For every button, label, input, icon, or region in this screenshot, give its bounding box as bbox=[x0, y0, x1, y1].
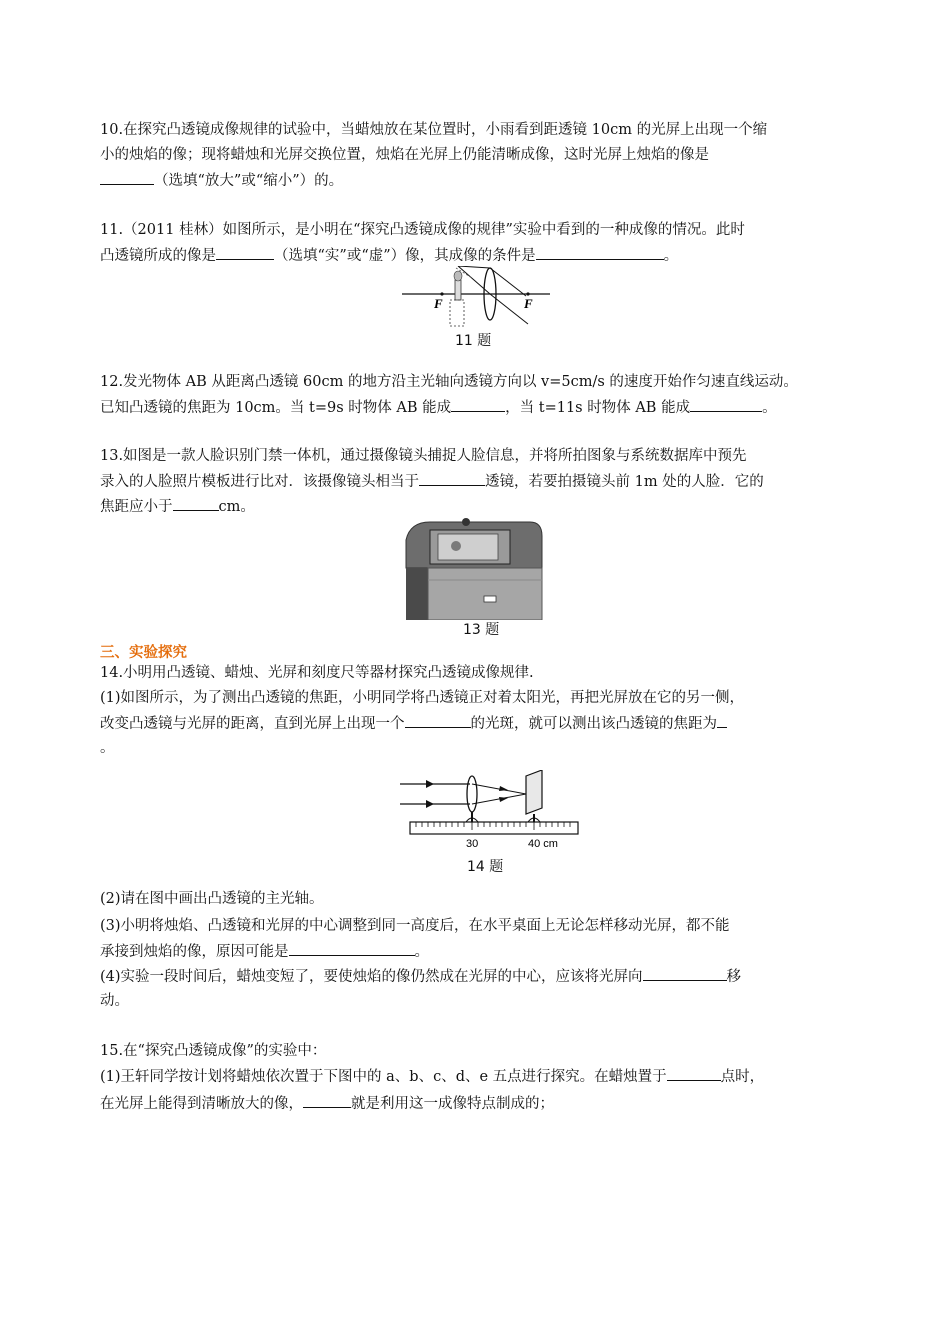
q12-text-c: 。 bbox=[762, 400, 777, 416]
q11-text-c: 。 bbox=[663, 248, 679, 264]
q13-face-recognition-device bbox=[400, 516, 546, 620]
q13-text-c: 焦距应小于 bbox=[100, 499, 173, 515]
q14-blank-3[interactable] bbox=[289, 941, 415, 956]
q11-text-a: 凸透镜所成的像是 bbox=[100, 248, 216, 264]
q14-text-f: 移 bbox=[726, 969, 742, 985]
q15-text-a: (1)王轩同学按计划将蜡烛依次置于下图中的 a、b、c、d、e 五点进行探究。在蜡烛置于 bbox=[100, 1069, 667, 1085]
q14-text-a: 改变凸透镜与光屏的距离，直到光屏上出现一个 bbox=[100, 716, 405, 732]
q14-caption: 14 题 bbox=[467, 859, 504, 875]
q15-blank-1[interactable] bbox=[667, 1066, 721, 1081]
q11-lens-figure bbox=[398, 266, 556, 328]
focus-label-right: F bbox=[524, 296, 533, 311]
q10-line3-text: （选填“放大”或“缩小”）的。 bbox=[154, 173, 344, 189]
q14-part3-line2 bbox=[100, 941, 429, 962]
q12-blank-2[interactable] bbox=[690, 397, 762, 412]
q15-line1: 15.在“探究凸透镜成像”的实验中： bbox=[100, 1043, 327, 1059]
q13-blank-2[interactable] bbox=[173, 496, 219, 511]
q14-text-d: 。 bbox=[414, 944, 429, 960]
q15-line3 bbox=[100, 1093, 554, 1114]
q14-line2: (1)如图所示，为了测出凸透镜的焦距，小明同学将凸透镜正对着太阳光，再把光屏放在它的另一侧， bbox=[100, 690, 745, 706]
camera-icon bbox=[462, 518, 470, 526]
q10-blank[interactable] bbox=[100, 170, 154, 185]
q14-line3 bbox=[100, 713, 727, 734]
q11-blank-1[interactable] bbox=[216, 245, 274, 260]
q15-text-d: 就是利用这一成像特点制成的； bbox=[351, 1096, 554, 1112]
convex-lens bbox=[467, 776, 477, 812]
q14-blank-1[interactable] bbox=[405, 713, 471, 728]
q12-line1: 12.发光物体 AB 从距离凸透镜 60cm 的地方沿主光轴向透镜方向以 v=5cm/s 的速度开始作匀速直线运动。 bbox=[100, 374, 798, 390]
q11-line1: 11.（2011 桂林）如图所示，是小明在“探究凸透镜成像的规律”实验中看到的一种成像的情况。此时 bbox=[100, 222, 745, 238]
ruler-label-40: 40 cm bbox=[528, 838, 558, 850]
q14-line1: 14.小明用凸透镜、蜡烛、光屏和刻度尺等器材探究凸透镜成像规律. bbox=[100, 665, 534, 681]
q11-blank-2[interactable] bbox=[536, 245, 664, 260]
q14-blank-4[interactable] bbox=[643, 966, 727, 981]
q14-part4-line2: 动。 bbox=[100, 993, 129, 1009]
q15-blank-2[interactable] bbox=[303, 1093, 351, 1108]
q11-line2 bbox=[100, 245, 678, 266]
q14-line4: 。 bbox=[100, 740, 115, 756]
q15-text-b: 点时， bbox=[720, 1069, 765, 1085]
q10-line1: 10.在探究凸透镜成像规律的试验中，当蜡烛放在某位置时，小雨看到距透镜 10cm 的光屏上出现一个缩 bbox=[100, 122, 768, 138]
q12-blank-1[interactable] bbox=[451, 397, 505, 412]
ruler bbox=[410, 822, 578, 834]
flame-icon bbox=[454, 271, 462, 281]
q14-part3-line1: (3)小明将烛焰、凸透镜和光屏的中心调整到同一高度后，在水平桌面上无论怎样移动光屏，都不能 bbox=[100, 918, 730, 934]
q13-caption: 13 题 bbox=[463, 622, 500, 638]
q10-line2: 小的烛焰的像；现将蜡烛和光屏交换位置，烛焰在光屏上仍能清晰成像，这时光屏上烛焰的像是 bbox=[100, 147, 709, 163]
light-screen bbox=[526, 770, 542, 814]
q11-text-b: （选填“实”或“虚”）像，其成像的条件是 bbox=[274, 248, 536, 264]
q13-text-d: cm。 bbox=[218, 499, 255, 515]
q14-part4-line1 bbox=[100, 966, 741, 987]
q14-text-c: 承接到烛焰的像，原因可能是 bbox=[100, 944, 289, 960]
q12-line2 bbox=[100, 397, 777, 418]
q13-line1: 13.如图是一款人脸识别门禁一体机，通过摄像镜头捕捉人脸信息，并将所拍图象与系统数据库中预先 bbox=[100, 448, 747, 464]
q13-line2 bbox=[100, 471, 764, 492]
section-heading: 三、实验探究 bbox=[100, 645, 187, 661]
q10-line3 bbox=[100, 170, 343, 191]
q14-focal-length-figure bbox=[396, 770, 582, 854]
virtual-image-icon bbox=[450, 300, 464, 326]
q14-part2: (2)请在图中画出凸透镜的主光轴。 bbox=[100, 891, 324, 907]
q15-text-c: 在光屏上能得到清晰放大的像， bbox=[100, 1096, 303, 1112]
q12-text-a: 已知凸透镜的焦距为 10cm。当 t=9s 时物体 AB 能成 bbox=[100, 400, 452, 416]
q12-text-b: ，当 t=11s 时物体 AB 能成 bbox=[505, 400, 691, 416]
ruler-label-30: 30 bbox=[466, 838, 479, 850]
focus-label-left: F bbox=[434, 296, 443, 311]
q15-line2 bbox=[100, 1066, 764, 1087]
candle-icon bbox=[455, 280, 461, 300]
q13-line3 bbox=[100, 496, 255, 517]
q11-caption: 11 题 bbox=[455, 333, 492, 349]
q13-text-b: 透镜，若要拍摄镜头前 1m 处的人脸．它的 bbox=[485, 474, 764, 490]
q14-text-b: 的光斑，就可以测出该凸透镜的焦距为 bbox=[470, 716, 717, 732]
q14-text-e: (4)实验一段时间后，蜡烛变短了，要使烛焰的像仍然成在光屏的中心，应该将光屏向 bbox=[100, 969, 643, 985]
q13-blank-1[interactable] bbox=[419, 471, 485, 486]
q13-text-a: 录入的人脸照片模板进行比对．该摄像镜头相当于 bbox=[100, 474, 419, 490]
q14-blank-2[interactable] bbox=[717, 713, 727, 728]
